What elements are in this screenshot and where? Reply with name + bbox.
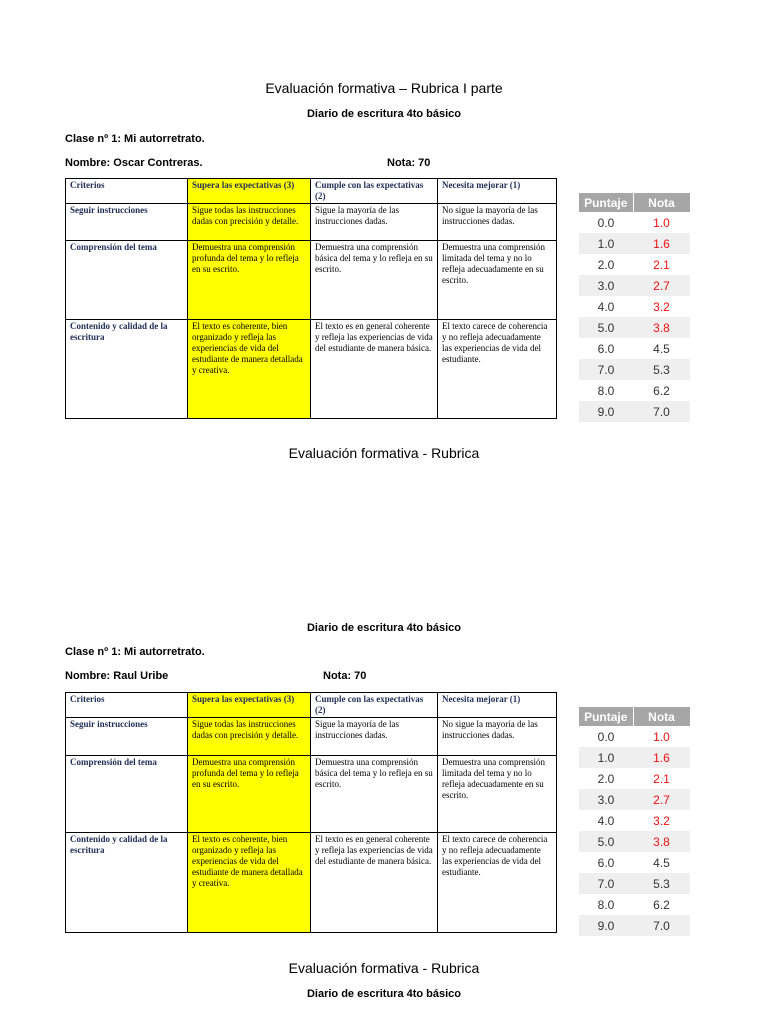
nota-cell: 3.2 xyxy=(653,813,670,828)
header-supera: Supera las expectativas (3) xyxy=(188,693,311,718)
descriptor-cell: Sigue la mayoría de las instrucciones dadas. xyxy=(311,718,438,756)
puntaje-cell: 6.0 xyxy=(597,341,615,356)
descriptor-cell: El texto es en general coherente y refleja las experiencias de vida del estudiante de manera básica. xyxy=(311,320,438,419)
descriptor-cell: Demuestra una comprensión básica del tema y lo refleja en su escrito. xyxy=(311,756,438,833)
grade-header-nota: Nota xyxy=(633,707,690,726)
criterion-cell: Contenido y calidad de la escritura xyxy=(66,320,188,419)
grade-table xyxy=(579,707,691,936)
grade-header-nota: Nota xyxy=(633,193,690,212)
table-row xyxy=(66,204,557,241)
puntaje-cell: 6.0 xyxy=(597,855,615,870)
descriptor-cell: Demuestra una comprensión básica del tema y lo refleja en su escrito. xyxy=(311,241,438,320)
puntaje-cell: 5.0 xyxy=(579,831,633,852)
criterion-cell: Comprensión del tema xyxy=(66,241,188,320)
criterion-cell: Comprensión del tema xyxy=(66,756,188,833)
grade-header-puntaje: Puntaje xyxy=(579,193,633,212)
nota-cell: 3.8 xyxy=(633,831,690,852)
nota-cell: 2.1 xyxy=(653,771,670,786)
descriptor-cell: Demuestra una comprensión limitada del tema y no lo refleja adecuadamente en su escrito. xyxy=(438,241,557,320)
nota-cell: 5.3 xyxy=(633,359,690,380)
header-necesita: Necesita mejorar (1) xyxy=(438,179,557,204)
puntaje-cell: 0.0 xyxy=(597,215,615,230)
nota-cell: 3.8 xyxy=(633,317,690,338)
page1-subtitle: Diario de escritura 4to básico xyxy=(306,108,462,120)
page2-clase: Clase nº 1: Mi autorretrato. xyxy=(65,646,205,658)
puntaje-cell: 2.0 xyxy=(597,771,615,786)
descriptor-cell: El texto es en general coherente y refleja las experiencias de vida del estudiante de manera básica. xyxy=(311,833,438,933)
nota-cell: 5.3 xyxy=(633,873,690,894)
nota-cell: 1.6 xyxy=(633,233,690,254)
descriptor-cell: Demuestra una comprensión profunda del tema y lo refleja en su escrito. xyxy=(188,241,311,320)
puntaje-cell: 2.0 xyxy=(597,257,615,272)
nota-cell: 1.6 xyxy=(633,747,690,768)
nota-cell: 1.0 xyxy=(653,215,670,230)
page1-nombre: Nombre: Oscar Contreras. xyxy=(65,157,203,169)
nota-cell: 2.1 xyxy=(653,257,670,272)
rubric-table xyxy=(65,692,557,933)
puntaje-cell: 3.0 xyxy=(579,275,633,296)
page1-nota: Nota: 70 xyxy=(387,157,431,169)
nota-cell: 6.2 xyxy=(653,383,670,398)
descriptor-cell: El texto carece de coherencia y no refleja adecuadamente las experiencias de vida del estudiante. xyxy=(438,833,557,933)
descriptor-cell: El texto es coherente, bien organizado y refleja las experiencias de vida del estudiante de manera detallada y creativa. xyxy=(188,320,311,419)
puntaje-cell: 9.0 xyxy=(579,401,633,422)
criterion-cell: Seguir instrucciones xyxy=(66,718,188,756)
descriptor-cell: Demuestra una comprensión profunda del tema y lo refleja en su escrito. xyxy=(188,756,311,833)
puntaje-cell: 9.0 xyxy=(579,915,633,936)
page1-title: Evaluación formativa – Rubrica I parte xyxy=(265,80,503,96)
puntaje-cell: 3.0 xyxy=(579,789,633,810)
table-row xyxy=(66,241,557,320)
criterion-cell: Contenido y calidad de la escritura xyxy=(66,833,188,933)
header-cumple: Cumple con las expectativas (2) xyxy=(311,693,438,718)
page3-subtitle: Diario de escritura 4to básico xyxy=(306,988,462,1000)
nota-cell: 7.0 xyxy=(633,401,690,422)
header-necesita: Necesita mejorar (1) xyxy=(438,693,557,718)
descriptor-cell: Sigue la mayoría de las instrucciones dadas. xyxy=(311,204,438,241)
header-criterios: Criterios xyxy=(66,179,188,204)
puntaje-cell: 4.0 xyxy=(597,813,615,828)
puntaje-cell: 1.0 xyxy=(579,747,633,768)
descriptor-cell: Demuestra una comprensión limitada del tema y no lo refleja adecuadamente en su escrito. xyxy=(438,756,557,833)
table-row xyxy=(66,718,557,756)
nota-cell: 4.5 xyxy=(653,341,670,356)
header-supera: Supera las expectativas (3) xyxy=(188,179,311,204)
puntaje-cell: 4.0 xyxy=(597,299,615,314)
puntaje-cell: 8.0 xyxy=(597,897,615,912)
nota-cell: 7.0 xyxy=(633,915,690,936)
descriptor-cell: Sigue todas las instrucciones dadas con precisión y detalle. xyxy=(188,718,311,756)
table-row xyxy=(66,756,557,833)
puntaje-cell: 7.0 xyxy=(579,359,633,380)
table-row xyxy=(66,833,557,933)
table-row xyxy=(66,320,557,419)
descriptor-cell: No sigue la mayoría de las instrucciones dadas. xyxy=(438,204,557,241)
page2-title: Evaluación formativa - Rubrica xyxy=(288,445,480,461)
descriptor-cell: El texto carece de coherencia y no refleja adecuadamente las experiencias de vida del estudiante. xyxy=(438,320,557,419)
descriptor-cell: Sigue todas las instrucciones dadas con precisión y detalle. xyxy=(188,204,311,241)
puntaje-cell: 0.0 xyxy=(597,729,615,744)
page2-nota: Nota: 70 xyxy=(323,670,367,682)
descriptor-cell: No sigue la mayoría de las instrucciones dadas. xyxy=(438,718,557,756)
header-criterios: Criterios xyxy=(66,693,188,718)
nota-cell: 1.0 xyxy=(653,729,670,744)
grade-header-puntaje: Puntaje xyxy=(579,707,633,726)
puntaje-cell: 1.0 xyxy=(579,233,633,254)
nota-cell: 2.7 xyxy=(633,789,690,810)
rubric-table xyxy=(65,178,557,419)
page2-nombre: Nombre: Raul Uribe xyxy=(65,670,169,682)
descriptor-cell: El texto es coherente, bien organizado y refleja las experiencias de vida del estudiante de manera detallada y creativa. xyxy=(188,833,311,933)
puntaje-cell: 8.0 xyxy=(597,383,615,398)
criterion-cell: Seguir instrucciones xyxy=(66,204,188,241)
nota-cell: 6.2 xyxy=(653,897,670,912)
grade-table xyxy=(579,193,691,422)
page2-subtitle: Diario de escritura 4to básico xyxy=(306,622,462,634)
page1-clase: Clase nº 1: Mi autorretrato. xyxy=(65,133,205,145)
header-cumple: Cumple con las expectativas (2) xyxy=(311,179,438,204)
nota-cell: 4.5 xyxy=(653,855,670,870)
puntaje-cell: 7.0 xyxy=(579,873,633,894)
nota-cell: 3.2 xyxy=(653,299,670,314)
page3-title: Evaluación formativa - Rubrica xyxy=(288,960,480,976)
nota-cell: 2.7 xyxy=(633,275,690,296)
puntaje-cell: 5.0 xyxy=(579,317,633,338)
